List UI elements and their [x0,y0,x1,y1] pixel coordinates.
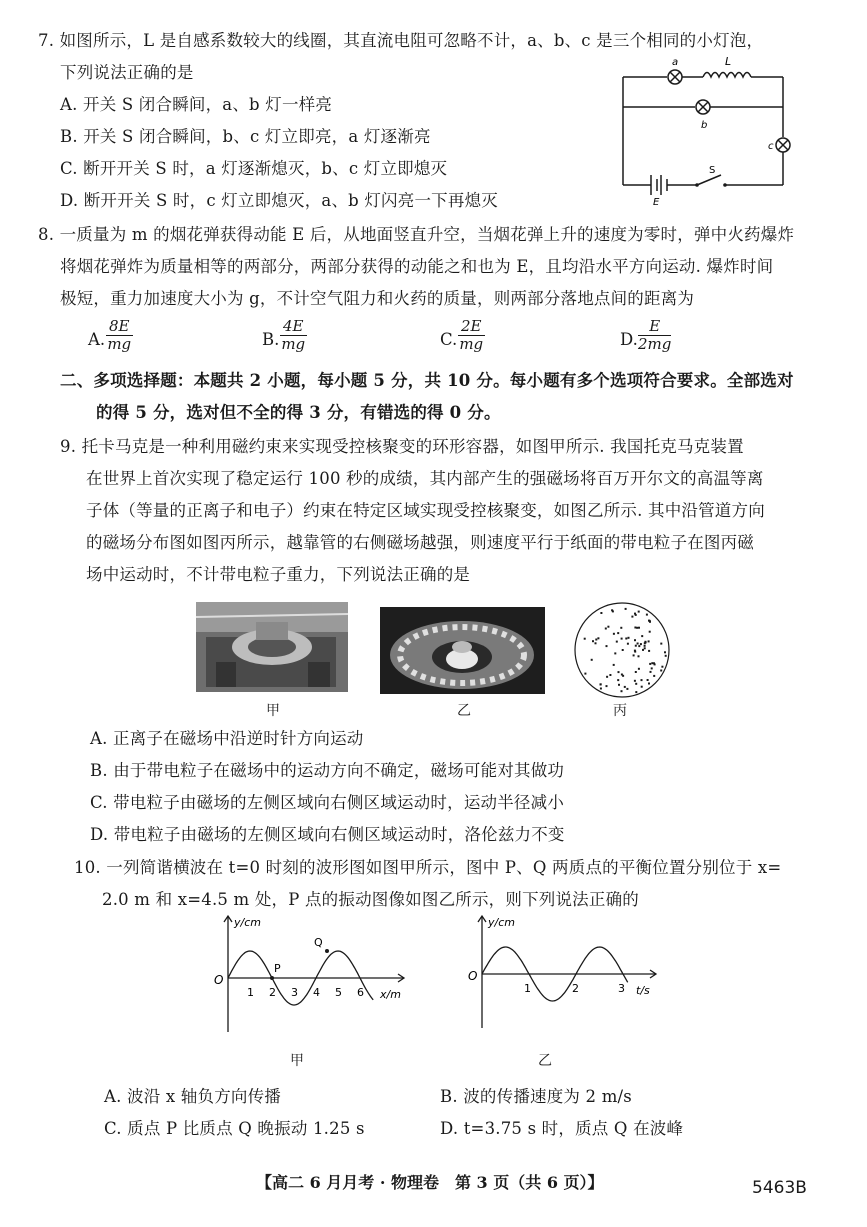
field-dot [634,650,636,652]
wave-tick-3: 3 [291,986,298,999]
wave-tick-4: 4 [313,986,320,999]
q9-stem-line4: 的磁场分布图如图丙所示，越靠管的右侧磁场越强，则速度平行于纸面的带电粒子在图丙磁 [86,533,754,552]
q8-stem-line2: 将烟花弹炸为质量相等的两部分，两部分获得的动能之和也为 E，且均沿水平方向运动. 爆炸时间 [60,257,774,276]
field-dot [648,650,650,652]
q10-caption-yi: 乙 [538,1053,552,1069]
wave-tick-6: 6 [357,986,364,999]
field-dot [649,631,651,633]
q9-stem-line2: 在世界上首次实现了稳定运行 100 秒的成绩，其内部产生的强磁场将百万开尔文的高温等离 [86,469,764,488]
vibration-graph-origin: O [468,969,478,983]
field-dot [597,637,599,639]
vibration-graph-xlabel: t/s [636,984,650,997]
point-p-label: P [274,962,281,975]
field-dot [635,671,637,673]
field-dot [616,641,618,643]
field-dot [614,652,616,654]
field-dot [617,679,619,681]
field-dot [635,683,637,685]
wave-graph-origin: O [214,973,224,987]
field-dot [641,686,643,688]
q9-caption-jia: 甲 [266,703,280,719]
field-dot [621,690,623,692]
point-p-marker [270,976,274,980]
q8-option-b-fraction: $\frac{4E}{mg}$ [281,317,306,353]
section2-heading-line1: 二、多项选择题：本题共 2 小题，每小题 5 分，共 10 分。每小题有多个选项符合要求。全部选对 [60,371,794,390]
q8-option-a-label: A. [88,330,106,349]
q10-caption-jia: 甲 [290,1053,304,1069]
q7-stem-line2: 下列说法正确的是 [60,63,194,82]
q9-tokamak-photo [196,602,348,692]
q10-stem-line1: 10. 一列简谐横波在 t=0 时刻的波形图如图甲所示，图中 P、Q 两质点的平衡位置分别位于 x= [74,858,782,877]
point-q-marker [325,949,329,953]
field-dot [600,688,602,690]
field-dot [628,637,630,639]
field-dot [633,654,635,656]
field-dot [605,628,607,630]
field-dot [636,627,638,629]
field-dot [644,641,646,643]
q10-vibration-graph [460,910,670,1045]
vibration-tick-2: 2 [572,982,579,995]
q10-stem-line2: 2.0 m 和 x=4.5 m 处，P 点的振动图像如图乙所示，则下列说法正确的 [102,890,639,909]
field-dot [621,638,623,640]
q8-option-d-fraction: $\frac{E}{2mg}$ [638,317,672,353]
field-dot [651,667,653,669]
q9-magnetic-field-diagram [572,600,672,700]
q9-caption-bing: 丙 [613,703,627,719]
field-dot [647,679,649,681]
field-dot [640,643,642,645]
field-dot [622,649,624,651]
field-dot [600,684,602,686]
field-dot [584,673,586,675]
field-dot [664,651,666,653]
q7-circuit-diagram [615,55,805,205]
field-dot [644,647,646,649]
vibration-graph-ylabel: y/cm [488,916,515,929]
field-dot [651,662,653,664]
q10-option-c: C. 质点 P 比质点 Q 晚振动 1.25 s [104,1119,365,1138]
field-dot [646,614,648,616]
field-dot [638,627,640,629]
inductor-label: L [725,55,732,68]
vibration-tick-3: 3 [618,982,625,995]
field-dot [635,691,637,693]
field-dot [634,639,636,641]
field-dot [621,674,623,676]
field-dot [638,611,640,613]
field-dot [617,632,619,634]
field-dot [606,676,608,678]
wave-graph-ylabel: y/cm [234,916,261,929]
field-dot [653,675,655,677]
field-dot [665,655,667,657]
field-dot [644,645,646,647]
field-dot [613,664,615,666]
q8-stem-line3: 极短，重力加速度大小为 g，不计空气阻力和火药的质量，则两部分落地点间的距离为 [60,289,695,308]
field-dot [660,643,662,645]
field-dot [618,684,620,686]
q8-stem-line1: 8. 一质量为 m 的烟花弹获得动能 E 后，从地面竖直升空，当烟花弹上升的速度为零时，弹中火药爆炸 [38,225,795,244]
field-dot [649,621,651,623]
q9-stem-line5: 场中运动时，不计带电粒子重力，下列说法正确的是 [86,565,471,584]
q10-option-b: B. 波的传播速度为 2 m/s [440,1087,632,1106]
q9-option-b: B. 由于带电粒子在磁场中的运动方向不确定，磁场可能对其做功 [90,761,565,780]
q7-option-c: C. 断开开关 S 时，a 灯逐渐熄灭，b、c 灯立即熄灭 [60,159,448,178]
field-dot [637,643,639,645]
field-dot [611,609,613,611]
wave-tick-1: 1 [247,986,254,999]
field-dot [649,663,651,665]
field-dot [624,686,626,688]
q10-option-d: D. t=3.75 s 时，质点 Q 在波峰 [440,1119,684,1138]
field-dot [641,635,643,637]
wave-tick-5: 5 [335,986,342,999]
field-dot [660,670,662,672]
field-dot [626,688,628,690]
vibration-tick-1: 1 [524,982,531,995]
q8-option-b-label: B. [262,330,280,349]
field-dot [613,633,615,635]
battery-label: E [653,197,660,205]
q9-option-d: D. 带电粒子由磁场的左侧区域向右侧区域运动时，洛伦兹力不变 [90,825,565,844]
q8-option-a-fraction: $\frac{8E}{mg}$ [107,317,132,353]
lamp-a-label: a [672,57,679,68]
q9-option-a: A. 正离子在磁场中沿逆时针方向运动 [90,729,364,748]
field-dot [600,612,602,614]
q8-option-d-label: D. [620,330,638,349]
field-dot [648,640,650,642]
field-dot [650,671,652,673]
q9-stem-line3: 子体（等量的正离子和电子）约束在特定区域实现受控核聚变，如图乙所示. 其中沿管道方向 [86,501,765,520]
field-dot [584,638,586,640]
field-dot [606,645,608,647]
field-dot [641,679,643,681]
q9-caption-yi: 乙 [457,703,471,719]
q9-option-c: C. 带电粒子由磁场的左侧区域向右侧区域运动时，运动半径减小 [90,793,565,812]
switch-label: S [709,165,716,176]
q7-option-a: A. 开关 S 闭合瞬间，a、b 灯一样亮 [60,95,333,114]
field-dot [627,643,629,645]
q7-option-d: D. 断开开关 S 时，c 灯立即熄灭，a、b 灯闪亮一下再熄灭 [60,191,498,210]
field-dot [625,608,627,610]
lamp-b-label: b [701,120,708,131]
page-footer: 【高二 6 月月考 · 物理卷 第 3 页（共 6 页）】 [256,1173,604,1192]
field-dot [648,683,650,685]
q10-option-a: A. 波沿 x 轴负方向传播 [104,1087,282,1106]
q9-stem-line1: 9. 托卡马克是一种利用磁约束来实现受控核聚变的环形容器，如图甲所示. 我国托克马克装置 [60,437,744,456]
field-dot [661,666,663,668]
field-dot [635,645,637,647]
q9-torus-photo [380,607,545,694]
field-dot [638,645,640,647]
point-q-label: Q [314,936,323,949]
field-dot [595,639,597,641]
wave-tick-2: 2 [269,986,276,999]
q8-option-c-fraction: $\frac{2E}{mg}$ [459,317,484,353]
q7-stem-line1: 7. 如图所示，L 是自感系数较大的线圈，其直流电阻可忽略不计，a、b、c 是三个相同的小灯泡， [38,31,764,50]
field-dot [595,642,597,644]
field-dot [606,685,608,687]
field-dot [638,655,640,657]
q10-wave-graph [206,910,416,1045]
paper-code: 5463B [752,1178,807,1198]
section2-heading-line2: 的得 5 分，选对但不全的得 3 分，有错选的得 0 分。 [96,403,501,422]
field-dot [625,638,627,640]
wave-graph-xlabel: x/m [380,988,401,1001]
q7-option-b: B. 开关 S 闭合瞬间，b、c 灯立即亮，a 灯逐渐亮 [60,127,431,146]
field-dot [592,640,594,642]
field-dot [618,671,620,673]
q8-option-c-label: C. [440,330,458,349]
field-dot [634,680,636,682]
field-dot [638,668,640,670]
field-dot [631,616,633,618]
field-dot [607,626,609,628]
field-dot [620,627,622,629]
lamp-c-label: c [768,141,774,152]
field-dot [634,613,636,615]
field-dot [591,659,593,661]
field-dot [609,674,611,676]
